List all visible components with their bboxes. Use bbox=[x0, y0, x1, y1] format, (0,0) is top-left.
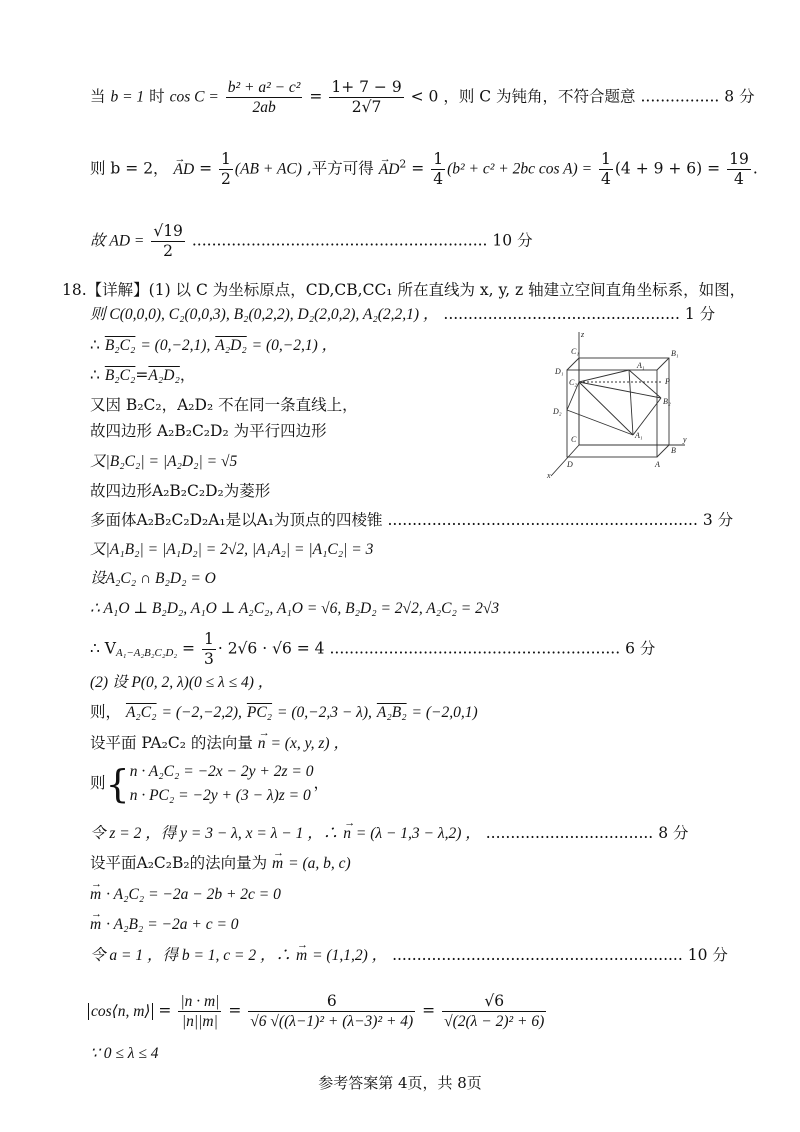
step-perpendicular: ∴ A₁O ⊥ B₂D₂, A₁O ⊥ A₂C₂, A₁O = √6, B₂D₂ = 2√2, A₂C₂ = 2√3 bbox=[90, 600, 500, 617]
label-b1: B₁ bbox=[671, 349, 679, 358]
edge-c2-a1 bbox=[579, 382, 633, 435]
label-p: P bbox=[665, 377, 670, 386]
step-lengths: 又|B₂C₂| = |A₂D₂| = √5 bbox=[90, 453, 238, 470]
label-b2: B₂ bbox=[663, 397, 671, 406]
fraction-cosine-law: $\frac{\text{b² + a² − c²}}{2ab}$ bbox=[227, 79, 301, 116]
q18-heading: 18.【详解】(1) 以 C 为坐标原点，CD,CB,CC₁ 所在直线为 x, y, z 轴建立空间直角坐标系，如图， bbox=[62, 281, 746, 299]
line-cos-c: 当 b = 1 时 cos C = $\frac{\text{b² + a² − c²}}{2ab}$ = $\frac{1+ 7 - 9}{2√7}$ < 0 ，则 C 为钝角，不符合题意 ................ 8 分 bbox=[90, 78, 755, 116]
part2-system: 则{ n · A₂C₂ = −2x − 2y + 2z = 0 n · PC₂ = −2y + (3 − λ)z = 0 ， bbox=[90, 762, 329, 806]
label-c: C bbox=[571, 435, 577, 444]
edge-c2-b2 bbox=[579, 382, 661, 398]
line-ad-result: 故 AD = $\frac{√19}{2}$ ............................................................ 10 分 bbox=[90, 222, 533, 260]
edge-c1-d1 bbox=[567, 358, 579, 370]
edge-d2-a1 bbox=[567, 410, 633, 435]
step-rhombus: 故四边形A₂B₂C₂D₂为菱形 bbox=[90, 482, 271, 500]
step-vectors: ∴ B₂C₂ = (0,−2,1), A₂D₂ = (0,−2,1) ， bbox=[90, 336, 338, 354]
part2-solve-n: 令 z = 2 ，得 y = 3 − λ, x = λ − 1 ，∴ → n = (λ − 1,3 − λ,2) ， .................................. 8 分 bbox=[90, 823, 688, 844]
part2-vectors: 则， A₂C₂ = (−2,−2,2), PC₂ = (0,−2,3 − λ), A₂B₂ = (−2,0,1) bbox=[90, 703, 478, 721]
label-a1: A₁ bbox=[635, 431, 643, 440]
step-edge-lengths: 又|A₁B₂| = |A₁D₂| = 2√2, |A₁A₂| = |A₁C₂| = 3 bbox=[90, 541, 374, 558]
step-volume: ∴ $V_{A_1-A_2B_2C_2D_2}$ = $\frac{1}{3}$ · 2√6 · √6 = 4 ........................................................... 6 分 bbox=[90, 630, 656, 668]
line-ad-vector: 则 b = 2， → AD = $\frac{1}{2}$ (AB + AC) ,平方可得 → $AD^2$ = $\frac{1}{4}$ (b² + c² + 2bc cos A) = $\frac{1}{4}$ (4 + 9 + 6) = $\frac{19}{4}$ . bbox=[90, 150, 758, 189]
label-d1: D₁ bbox=[555, 367, 564, 376]
step-vectors-equal: ∴ B₂C₂=A₂D₂， bbox=[90, 366, 196, 384]
label-a1-top: A₁ bbox=[637, 361, 645, 370]
edge-a2-a1 bbox=[629, 370, 633, 435]
label-c2: C₂ bbox=[569, 378, 578, 387]
part2-normal-m: 设平面A₂C₂B₂的法向量为 → m = (a, b, c) bbox=[90, 853, 351, 874]
label-x: x bbox=[547, 471, 551, 480]
label-z: z bbox=[581, 330, 585, 339]
part2-solve-m: 令 a = 1 ，得 b = 1, c = 2 ，∴ → m = (1,1,2) ， ........................................................... 10 分 bbox=[90, 945, 728, 966]
q18-coords: 则 C(0,0,0), C₂(0,0,3), B₂(0,2,2), D₂(2,0,2), A₂(2,2,1) ， ................................................ 1 分 bbox=[90, 305, 716, 323]
x-axis bbox=[551, 445, 579, 476]
edge-c2-a2 bbox=[579, 370, 629, 382]
step-pyramid: 多面体A₂B₂C₂D₂A₁是以A₁为顶点的四棱锥 ............................................................... 3 分 bbox=[90, 511, 734, 529]
prism-figure bbox=[545, 330, 690, 485]
edge-b1-a1 bbox=[657, 358, 669, 370]
part2-cosine: cos⟨n, m⟩ = $\frac{|n \cdot m|}{|n||m|}$ = $\frac{6}{\text{√6 √((λ−1)² + (λ−3)² + 4)}}$ = $\frac{√6}{\text{√(2(λ − 2)² + 6)}}$ bbox=[88, 992, 548, 1031]
step-parallelogram: 故四边形 A₂B₂C₂D₂ 为平行四边形 bbox=[90, 422, 327, 440]
step-not-collinear: 又因 B₂C₂，A₂D₂ 不在同一条直线上， bbox=[90, 396, 358, 414]
label-b: B bbox=[671, 446, 676, 455]
part2-m-eq1: → m · A₂C₂ = −2a − 2b + 2c = 0 bbox=[90, 884, 281, 905]
fraction-cos-value: $\frac{1+ 7 - 9}{2√7}$ bbox=[331, 78, 402, 116]
edge-b-a bbox=[657, 445, 669, 457]
edge-a2-b2 bbox=[629, 370, 661, 398]
label-a: A bbox=[655, 460, 660, 469]
label-d2: D₂ bbox=[553, 407, 562, 416]
label-c1: C₁ bbox=[571, 347, 580, 356]
part2-normal-n: 设平面 PA₂C₂ 的法向量 → n = (x, y, z) ， bbox=[90, 733, 349, 754]
step-intersection: 设A₂C₂ ∩ B₂D₂ = O bbox=[90, 570, 216, 587]
part2-setup: (2) 设 P(0, 2, λ)(0 ≤ λ ≤ 4) ， bbox=[90, 674, 274, 691]
page-footer: 参考答案第 4页，共 8页 bbox=[318, 1074, 482, 1092]
part2-lambda-range: ∵ 0 ≤ λ ≤ 4 bbox=[90, 1045, 159, 1062]
left-brace-icon: { bbox=[105, 762, 130, 806]
label-d: D bbox=[567, 460, 573, 469]
part2-m-eq2: → m · A₂B₂ = −2a + c = 0 bbox=[90, 914, 239, 935]
label-y: y bbox=[683, 435, 687, 444]
